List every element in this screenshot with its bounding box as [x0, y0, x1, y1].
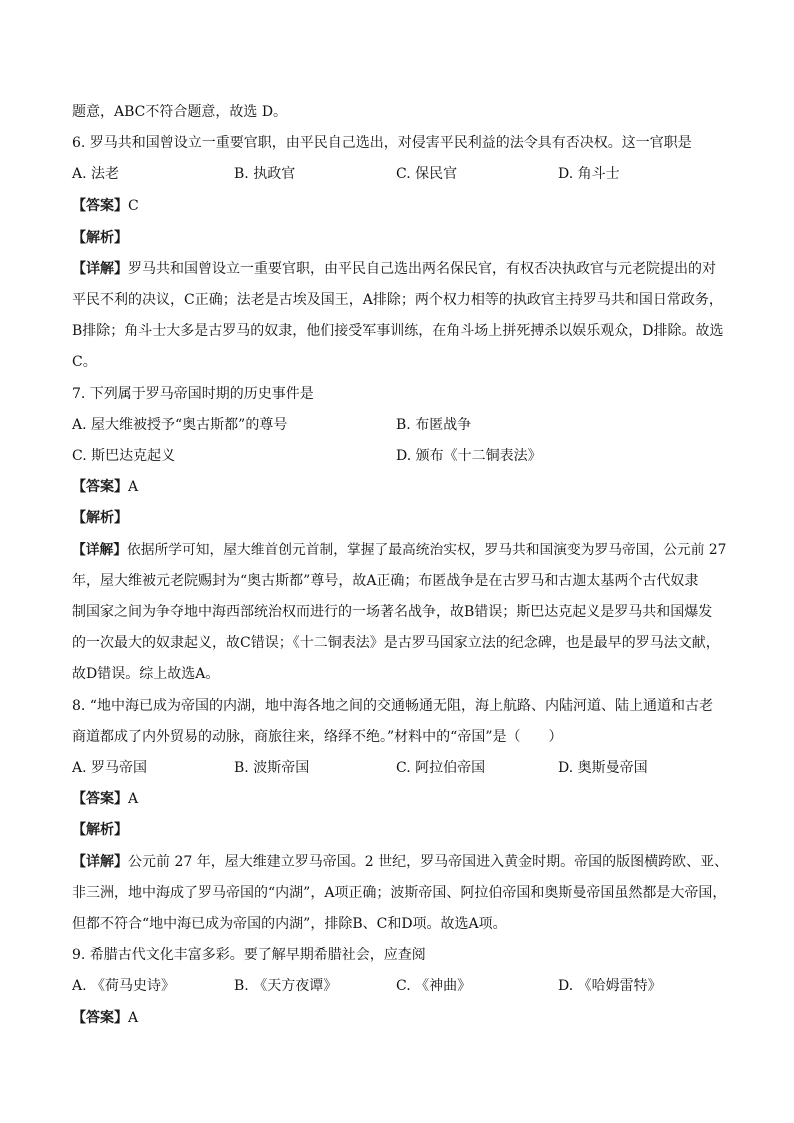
detail-text: 依据所学可知，屋大维首创元首制，掌握了最高统治实权，罗马共和国演变为罗马帝国，公元前 27 — [127, 542, 727, 558]
q6-detail-4: C。 — [72, 354, 97, 370]
answer-value: C — [128, 198, 139, 214]
q8-detail-3: 但都不符合“地中海已成为帝国的内湖”，排除B、C和D项。故选A项。 — [72, 916, 507, 932]
q7-analysis — [72, 508, 128, 528]
q9-option-b: B. 《天方夜谭》 — [234, 978, 338, 994]
q6-option-c: C. 保民官 — [396, 166, 458, 182]
question-8-line-1: 8. “地中海已成为帝国的内湖，地中海各地之间的交通畅通无阻，海上航路、内陆河道、陆上通道和古老 — [72, 698, 713, 714]
q7-detail-5: 故D错误。综上故选A。 — [72, 666, 220, 682]
q9-option-d: D. 《哈姆雷特》 — [558, 978, 662, 994]
question-9: 9. 希腊古代文化丰富多彩。要了解早期希腊社会，应查阅 — [72, 947, 426, 963]
q7-detail-4: 的一次最大的奴隶起义，故C错误；《十二铜表法》是古罗马国家立法的纪念碑，也是最早的罗马法文献， — [72, 635, 720, 651]
q7-detail-1 — [72, 540, 726, 560]
q7-option-a: A. 屋大维被授予“奥古斯都”的尊号 — [72, 417, 288, 433]
answer-value: A — [128, 1010, 139, 1026]
q7-option-b: B. 布匿战争 — [396, 417, 472, 433]
q6-analysis — [72, 228, 128, 248]
answer-label: 【答案】 — [72, 1010, 128, 1026]
prev-answer-tail: 题意，ABC不符合题意，故选 D。 — [72, 104, 288, 120]
answer-label: 【答案】 — [72, 791, 128, 807]
analysis-label: 【解析】 — [72, 230, 128, 246]
q8-detail-2: 非三洲，地中海成了罗马帝国的“内湖”，A项正确；波斯帝国、阿拉伯帝国和奥斯曼帝国虽然都是大帝国， — [72, 885, 727, 901]
question-7: 7. 下列属于罗马帝国时期的历史事件是 — [72, 386, 314, 402]
q8-option-b: B. 波斯帝国 — [234, 760, 310, 776]
analysis-label: 【解析】 — [72, 510, 128, 526]
q8-option-a: A. 罗马帝国 — [72, 760, 148, 776]
q7-detail-3: 制国家之间为争夺地中海西部统治权而进行的一场著名战争，故B错误；斯巴达克起义是罗马共和国爆发 — [72, 604, 713, 620]
q8-answer — [72, 789, 138, 809]
q8-option-c: C. 阿拉伯帝国 — [396, 760, 486, 776]
q6-detail-3: B排除；角斗士大多是古罗马的奴隶，他们接受军事训练，在角斗场上拼死搏杀以娱乐观众，D排除。故选 — [72, 323, 724, 339]
question-6: 6. 罗马共和国曾设立一重要官职，由平民自己选出，对侵害平民利益的法令具有否决权。这一官职是 — [72, 135, 692, 151]
detail-label: 【详解】 — [72, 261, 128, 277]
question-8-line-2: 商道都成了内外贸易的动脉，商旅往来，络绎不绝。”材料中的“帝国”是（ ） — [72, 729, 563, 745]
q6-detail-2: 平民不利的决议，C正确；法老是古埃及国王，A排除；两个权力相等的执政官主持罗马共和国日常政务， — [72, 292, 723, 308]
q7-detail-2: 年，屋大维被元老院赐封为“奥古斯都”尊号，故A正确；布匿战争是在古罗马和古迦太基两个古代奴隶 — [72, 573, 699, 589]
q6-option-b: B. 执政官 — [234, 166, 296, 182]
q9-option-c: C. 《神曲》 — [396, 978, 472, 994]
q9-option-a: A. 《荷马史诗》 — [72, 978, 176, 994]
detail-label: 【详解】 — [72, 854, 128, 870]
answer-value: A — [128, 479, 139, 495]
detail-text: 罗马共和国曾设立一重要官职，由平民自己选出两名保民官，有权否决执政官与元老院提出的对 — [128, 261, 716, 277]
q8-option-d: D. 奥斯曼帝国 — [558, 760, 648, 776]
q6-detail-1 — [72, 259, 716, 279]
answer-label: 【答案】 — [72, 198, 128, 214]
q7-option-d: D. 颁布《十二铜表法》 — [396, 448, 542, 464]
answer-value: A — [128, 791, 139, 807]
q8-analysis — [72, 820, 128, 840]
q6-option-a: A. 法老 — [72, 166, 120, 182]
q6-option-d: D. 角斗士 — [558, 166, 620, 182]
detail-label: 【详解】 — [72, 542, 128, 558]
q6-answer — [72, 196, 139, 216]
q8-detail-1 — [72, 852, 728, 872]
q7-option-c: C. 斯巴达克起义 — [72, 448, 176, 464]
analysis-label: 【解析】 — [72, 822, 128, 838]
q9-answer — [72, 1008, 138, 1028]
answer-label: 【答案】 — [72, 479, 128, 495]
detail-text: 公元前 27 年，屋大维建立罗马帝国。2 世纪，罗马帝国进入黄金时期。帝国的版图横跨欧、亚、 — [128, 854, 729, 870]
q7-answer — [72, 477, 138, 497]
